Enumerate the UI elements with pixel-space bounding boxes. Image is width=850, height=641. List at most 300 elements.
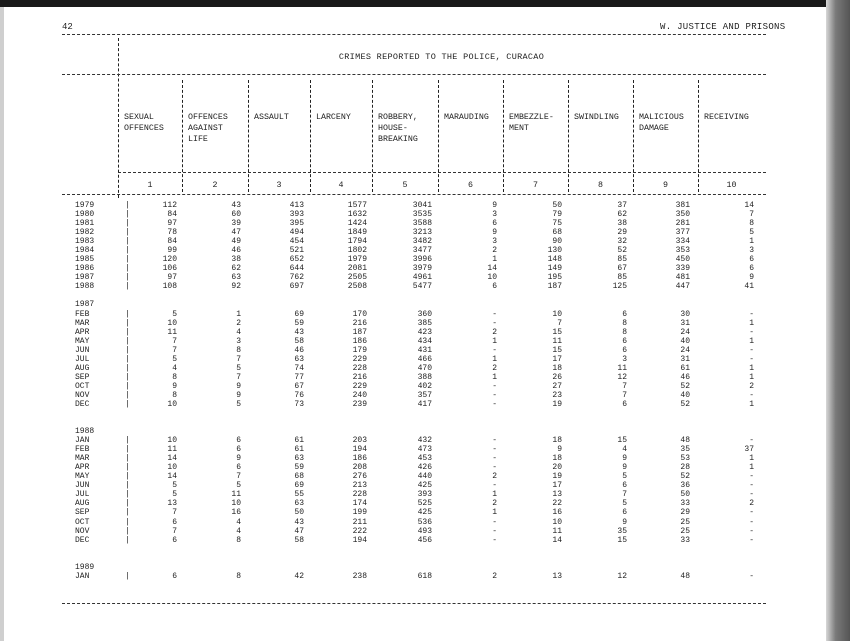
cell-value: 40 [680,390,690,400]
cell-value: 2 [492,363,497,373]
column-number: 10 [726,181,737,190]
cell-value: 334 [675,237,690,247]
cell-value: 402 [417,381,432,391]
cell-value: 7 [172,345,177,355]
cell-value: 1 [749,463,754,473]
column-number: 4 [338,181,344,190]
cell-value: - [749,354,754,364]
column-header: RECEIVING [704,113,749,122]
row-separator: | [125,463,130,473]
cell-value: - [749,571,754,581]
cell-value: 377 [675,228,690,238]
row-label: 1981 [75,219,95,229]
column-header: SEXUAL OFFENCES [124,113,164,133]
cell-value: 47 [294,526,304,536]
cell-value: 179 [352,345,367,355]
cell-value: 16 [552,508,562,518]
row-label: OCT [75,381,90,391]
row-label: AUG [75,363,90,373]
cell-value: 2 [492,472,497,482]
cell-value: 62 [617,210,627,220]
cell-value: 55 [294,490,304,500]
cell-value: 90 [552,237,562,247]
row-separator: | [125,201,130,211]
table-row [62,264,772,273]
table-row [62,273,772,282]
cell-value: 12 [617,571,627,581]
divider [62,603,766,604]
cell-value: 35 [680,445,690,455]
section-heading: 1987 [75,300,95,310]
cell-value: 211 [352,517,367,527]
cell-value: 48 [680,571,690,581]
cell-value: 14 [167,472,177,482]
cell-value: 381 [675,201,690,211]
cell-value: 46 [231,246,241,256]
cell-value: - [492,445,497,455]
column-number: 9 [663,181,668,190]
cell-value: 7 [236,372,241,382]
row-separator: | [125,309,130,319]
row-label: 1986 [75,264,95,274]
table-row [62,472,772,481]
cell-value: 652 [289,255,304,265]
cell-value: 2 [492,327,497,337]
row-label: NOV [75,526,90,536]
row-separator: | [125,535,130,545]
cell-value: 432 [417,436,432,446]
cell-value: 425 [417,508,432,518]
cell-value: 8 [172,390,177,400]
cell-value: 15 [617,436,627,446]
cell-value: 75 [552,219,562,229]
column-header: OFFENCES AGAINST LIFE [188,113,228,144]
row-label: AUG [75,499,90,509]
cell-value: 6 [492,282,497,292]
cell-value: - [749,490,754,500]
cell-value: 3996 [412,255,432,265]
cell-value: 10 [487,273,497,283]
cell-value: 78 [167,228,177,238]
cell-value: 216 [352,318,367,328]
cell-value: 9 [749,273,754,283]
cell-value: - [749,309,754,319]
cell-value: 6 [236,463,241,473]
divider [62,194,766,195]
row-label: MAY [75,472,90,482]
cell-value: 14 [167,454,177,464]
cell-value: 1 [749,400,754,409]
row-label: 1988 [75,282,95,292]
row-label: JUN [75,345,90,355]
row-label: JAN [75,571,90,581]
cell-value: 9 [622,517,627,527]
column-number: 8 [598,181,603,190]
row-separator: | [125,381,130,391]
column-header: LARCENY [316,113,351,122]
cell-value: 7 [236,472,241,482]
cell-value: - [492,345,497,355]
cell-value: 8 [172,372,177,382]
row-separator: | [125,273,130,283]
cell-value: 52 [617,246,627,256]
cell-value: 40 [680,336,690,346]
cell-value: 13 [167,499,177,509]
cell-value: 9 [172,381,177,391]
column-separator [438,80,439,192]
cell-value: 456 [417,535,432,545]
cell-value: 68 [552,228,562,238]
column-separator [568,80,569,192]
row-label: NOV [75,390,90,400]
cell-value: - [749,436,754,446]
cell-value: 1 [492,354,497,364]
cell-value: 7 [557,318,562,328]
spacer-row [62,291,772,300]
table-row [62,518,772,527]
cell-value: 58 [294,336,304,346]
cell-value: 4 [236,517,241,527]
cell-value: 1 [749,237,754,247]
cell-value: 14 [487,264,497,274]
spacer-row [62,554,772,563]
cell-value: 63 [294,499,304,509]
row-label: JUL [75,354,90,364]
cell-value: 6 [622,481,627,491]
cell-value: 48 [680,436,690,446]
cell-value: 43 [294,327,304,337]
cell-value: 2 [236,318,241,328]
cell-value: 38 [231,255,241,265]
cell-value: 112 [162,201,177,211]
cell-value: 92 [231,282,241,292]
cell-value: 3 [236,336,241,346]
cell-value: 276 [352,472,367,482]
column-number: 3 [276,181,282,190]
cell-value: 12 [617,372,627,382]
cell-value: - [492,535,497,545]
cell-value: 36 [680,481,690,491]
cell-value: 8 [236,571,241,581]
row-separator: | [125,571,130,581]
cell-value: 5 [236,363,241,373]
cell-value: 1632 [347,210,367,220]
cell-value: 536 [417,517,432,527]
cell-value: 18 [552,436,562,446]
cell-value: 2 [749,499,754,509]
cell-value: 3588 [412,219,432,229]
cell-value: 388 [417,372,432,382]
cell-value: 1794 [347,237,367,247]
row-separator: | [125,264,130,274]
cell-value: 15 [617,535,627,545]
cell-value: 11 [167,327,177,337]
cell-value: - [749,526,754,536]
cell-value: 43 [294,517,304,527]
cell-value: 24 [680,327,690,337]
row-label: APR [75,327,90,337]
cell-value: 10 [552,517,562,527]
cell-value: 63 [231,273,241,283]
cell-value: 1 [236,309,241,319]
cell-value: 440 [417,472,432,482]
cell-value: - [492,454,497,464]
table-row [62,445,772,454]
row-separator: | [125,345,130,355]
table-row [62,463,772,472]
cell-value: 3 [492,210,497,220]
section-heading-row [62,427,772,436]
cell-value: 199 [352,508,367,518]
cell-value: 222 [352,526,367,536]
row-label: 1980 [75,210,95,220]
cell-value: 6 [172,571,177,581]
cell-value: 14 [744,201,754,211]
cell-value: 52 [680,472,690,482]
column-header: SWINDLING [574,113,619,122]
cell-value: 14 [552,535,562,545]
cell-value: 393 [417,490,432,500]
row-label: FEB [75,309,90,319]
cell-value: 31 [680,354,690,364]
cell-value: 1 [749,336,754,346]
cell-value: 85 [617,255,627,265]
cell-value: 187 [352,327,367,337]
table-row [62,237,772,246]
page-number: 42 [62,22,73,32]
row-label: SEP [75,508,90,518]
cell-value: 423 [417,327,432,337]
cell-value: 353 [675,246,690,256]
table-row [62,210,772,219]
row-label: 1987 [75,273,95,283]
cell-value: 281 [675,219,690,229]
table-row [62,310,772,319]
cell-value: 1424 [347,219,367,229]
cell-value: 61 [680,363,690,373]
cell-value: 50 [552,201,562,211]
divider [62,74,766,75]
cell-value: - [749,535,754,545]
cell-value: 1849 [347,228,367,238]
column-separator [633,80,634,192]
cell-value: 466 [417,354,432,364]
cell-value: 1 [749,454,754,464]
row-label: 1979 [75,201,95,211]
scan-top-edge [0,0,850,7]
cell-value: 6 [622,336,627,346]
cell-value: 50 [294,508,304,518]
cell-value: 239 [352,400,367,409]
cell-value: 74 [294,363,304,373]
cell-value: 41 [744,282,754,292]
cell-value: 1979 [347,255,367,265]
cell-value: 240 [352,390,367,400]
row-label: 1982 [75,228,95,238]
cell-value: 28 [680,463,690,473]
table-title: CRIMES REPORTED TO THE POLICE, CURACAO [338,52,545,62]
cell-value: 360 [417,309,432,319]
row-label: APR [75,463,90,473]
cell-value: 3477 [412,246,432,256]
cell-value: 24 [680,345,690,355]
cell-value: 10 [167,436,177,446]
cell-value: 7 [622,390,627,400]
column-number: 7 [533,181,538,190]
cell-value: 29 [680,508,690,518]
table-row [62,382,772,391]
row-separator: | [125,445,130,455]
cell-value: 357 [417,390,432,400]
row-separator: | [125,282,130,292]
cell-value: 47 [231,228,241,238]
section-heading-row [62,300,772,309]
cell-value: 16 [231,508,241,518]
cell-value: 8 [236,345,241,355]
cell-value: 6 [622,345,627,355]
cell-value: - [749,327,754,337]
row-separator: | [125,246,130,256]
cell-value: 10 [167,463,177,473]
cell-value: - [749,481,754,491]
row-separator: | [125,372,130,382]
cell-value: 25 [680,526,690,536]
cell-value: 85 [617,273,627,283]
cell-value: 76 [294,390,304,400]
cell-value: 4 [172,363,177,373]
cell-value: 10 [552,309,562,319]
cell-value: 9 [236,381,241,391]
cell-value: 229 [352,381,367,391]
column-separator [503,80,504,192]
spacer-row [62,418,772,427]
cell-value: 5 [236,400,241,409]
scan-left-edge [0,0,4,641]
cell-value: 228 [352,490,367,500]
cell-value: 350 [675,210,690,220]
cell-value: 120 [162,255,177,265]
cell-value: 23 [552,390,562,400]
cell-value: 63 [294,354,304,364]
cell-value: 8 [622,327,627,337]
row-label: JUN [75,481,90,491]
cell-value: 1 [492,255,497,265]
cell-value: 2 [492,246,497,256]
cell-value: 6 [236,445,241,455]
cell-value: 10 [167,400,177,409]
cell-value: 5 [622,472,627,482]
table-row [62,319,772,328]
cell-value: 69 [294,481,304,491]
cell-value: 148 [547,255,562,265]
cell-value: 7 [749,210,754,220]
crimes-table [62,201,772,581]
cell-value: 59 [294,463,304,473]
cell-value: 425 [417,481,432,491]
cell-value: 413 [289,201,304,211]
cell-value: 15 [552,345,562,355]
cell-value: 7 [172,508,177,518]
row-separator: | [125,318,130,328]
cell-value: - [492,481,497,491]
cell-value: 52 [680,400,690,409]
spacer-row [62,409,772,418]
cell-value: 62 [231,264,241,274]
cell-value: 1 [492,490,497,500]
cell-value: 11 [552,336,562,346]
column-number: 1 [147,181,153,190]
cell-value: 453 [417,454,432,464]
cell-value: 63 [294,454,304,464]
cell-value: 15 [552,327,562,337]
column-header: EMBEZZLE- MENT [509,113,554,133]
cell-value: 42 [294,571,304,581]
cell-value: 6 [172,535,177,545]
column-separator [248,80,249,192]
cell-value: 97 [167,273,177,283]
table-row [62,527,772,536]
row-separator: | [125,390,130,400]
cell-value: 4961 [412,273,432,283]
cell-value: 38 [617,219,627,229]
cell-value: 395 [289,219,304,229]
cell-value: 238 [352,571,367,581]
cell-value: 1802 [347,246,367,256]
row-separator: | [125,454,130,464]
row-label: MAR [75,318,90,328]
cell-value: 29 [617,228,627,238]
section-title: W. JUSTICE AND PRISONS [660,22,786,32]
scan-right-edge [826,0,850,641]
cell-value: 229 [352,354,367,364]
cell-value: 228 [352,363,367,373]
cell-value: 6 [622,508,627,518]
row-separator: | [125,363,130,373]
cell-value: 8 [236,535,241,545]
table-row [62,499,772,508]
cell-value: 37 [617,201,627,211]
cell-value: 67 [294,381,304,391]
cell-value: 6 [236,436,241,446]
cell-value: 470 [417,363,432,373]
cell-value: 53 [680,454,690,464]
divider [118,172,766,173]
spacer [62,554,125,563]
cell-value: 521 [289,246,304,256]
cell-value: 1577 [347,201,367,211]
divider [62,34,766,35]
cell-value: 46 [294,345,304,355]
cell-value: 77 [294,372,304,382]
column-number: 5 [402,181,408,190]
cell-value: 494 [289,228,304,238]
table-row [62,490,772,499]
cell-value: 5 [172,490,177,500]
cell-value: 697 [289,282,304,292]
cell-value: 11 [231,490,241,500]
row-separator: | [125,400,130,409]
cell-value: 1 [492,336,497,346]
cell-value: 108 [162,282,177,292]
cell-value: - [492,318,497,328]
cell-value: 6 [749,255,754,265]
cell-value: 7 [236,354,241,364]
table-row [62,246,772,255]
cell-value: 1 [749,318,754,328]
cell-value: 49 [231,237,241,247]
cell-value: 203 [352,436,367,446]
cell-value: 2 [492,571,497,581]
